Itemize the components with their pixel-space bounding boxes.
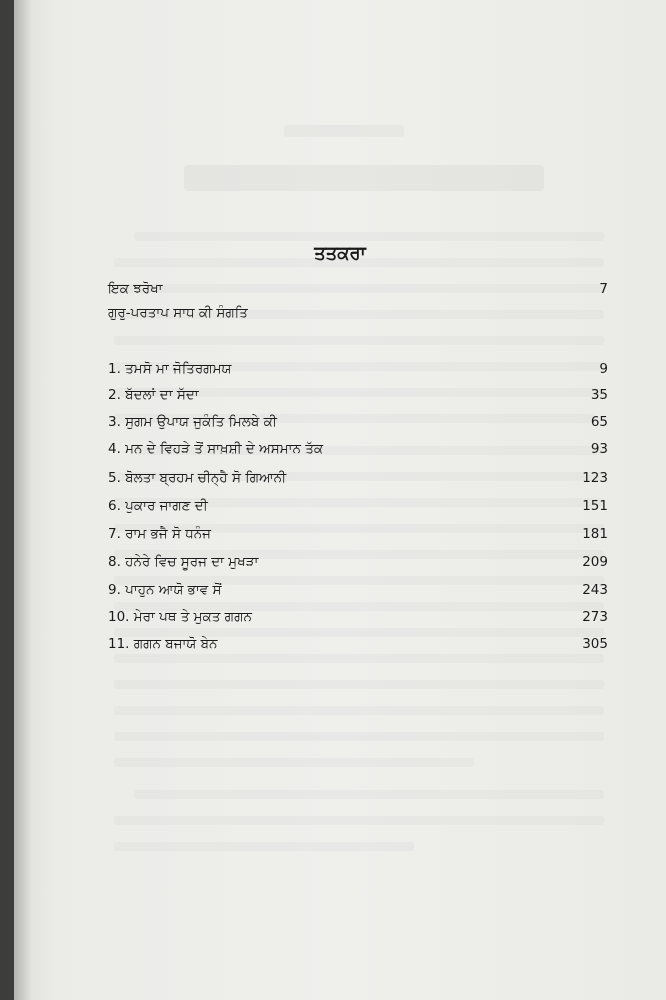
toc-entry-label: 2. ਬੱਦਲਾਂ ਦਾ ਸੱਦਾ [108, 387, 199, 403]
toc-entry-chapter [108, 609, 608, 631]
toc-entry-chapter [108, 526, 608, 548]
toc-entry-label: 8. ਹਨੇਰੇ ਵਿਚ ਸੂਰਜ ਦਾ ਮੁਖੜਾ [108, 554, 259, 570]
toc-entry-chapter [108, 554, 608, 576]
toc-entry-chapter [108, 387, 608, 409]
toc-entry-label: 1. ਤਮਸੋ ਮਾ ਜੋਤਿਰਗਮਯ [108, 361, 232, 377]
toc-entry-page: 305 [582, 636, 608, 652]
binding-shadow [14, 0, 32, 1000]
toc-entry-page: 65 [590, 414, 608, 430]
toc-entry-label: 4. ਮਨ ਦੇ ਵਿਹੜੇ ਤੋਂ ਸਾਖ਼ਸ਼ੀ ਦੇ ਅਸਮਾਨ ਤੱਕ [108, 441, 324, 457]
toc-title: ਤਤਕਰਾ [314, 243, 366, 264]
toc-entry-label: 3. ਸੁਗਮ ਉਪਾਯ ਜੁਕੰਤਿ ਮਿਲਬੇ ਕੀ [108, 414, 277, 430]
toc-entry-label: 5. ਬੋਲਤਾ ਬ੍ਰਹਮ ਚੀਨ੍ਹੈ ਸੋ ਗਿਆਨੀ [108, 470, 287, 486]
toc-entry-page: 7 [599, 281, 608, 297]
toc-entry-label: 10. ਮੇਰਾ ਪਥ ਤੇ ਮੁਕਤ ਗਗਨ [108, 609, 252, 625]
toc-entry-chapter [108, 361, 608, 383]
toc-entry-page: 273 [582, 609, 608, 625]
toc-entry-intro [108, 281, 608, 303]
toc-entry-page: 243 [582, 582, 608, 598]
toc-entry-label: 7. ਰਾਮ ਭਜੈ ਸੋ ਧਨੰਜ [108, 526, 211, 542]
toc-entry-page: 181 [582, 526, 608, 542]
toc-entry-page: 93 [590, 441, 608, 457]
toc-entry-page: 151 [582, 498, 608, 514]
toc-entry-label: 9. ਪਾਹੁਨ ਆਯੋ ਭਾਵ ਸੋਂ [108, 582, 222, 598]
toc-entry-chapter [108, 470, 608, 492]
toc-entry-page: 9 [599, 361, 608, 377]
toc-entry-page: 35 [590, 387, 608, 403]
toc-entry-chapter [108, 498, 608, 520]
toc-entry-chapter [108, 636, 608, 658]
toc-entry-section-heading [108, 305, 608, 327]
toc-entry-label: ਗੁਰੁ-ਪਰਤਾਪ ਸਾਧ ਕੀ ਸੰਗਤਿ [108, 305, 248, 321]
toc-entry-chapter [108, 414, 608, 436]
toc-entry-chapter [108, 582, 608, 604]
toc-entry-page: 123 [582, 470, 608, 486]
book-page [14, 0, 666, 1000]
toc-entry-label: ਇਕ ਝਰੋਖਾ [108, 281, 163, 297]
toc-entry-label: 6. ਪੁਕਾਰ ਜਾਗਣ ਦੀ [108, 498, 208, 514]
toc-entry-page: 209 [582, 554, 608, 570]
toc-entry-chapter [108, 441, 608, 463]
toc-entry-label: 11. ਗਗਨ ਬਜਾਯੋ ਬੇਨ [108, 636, 218, 652]
